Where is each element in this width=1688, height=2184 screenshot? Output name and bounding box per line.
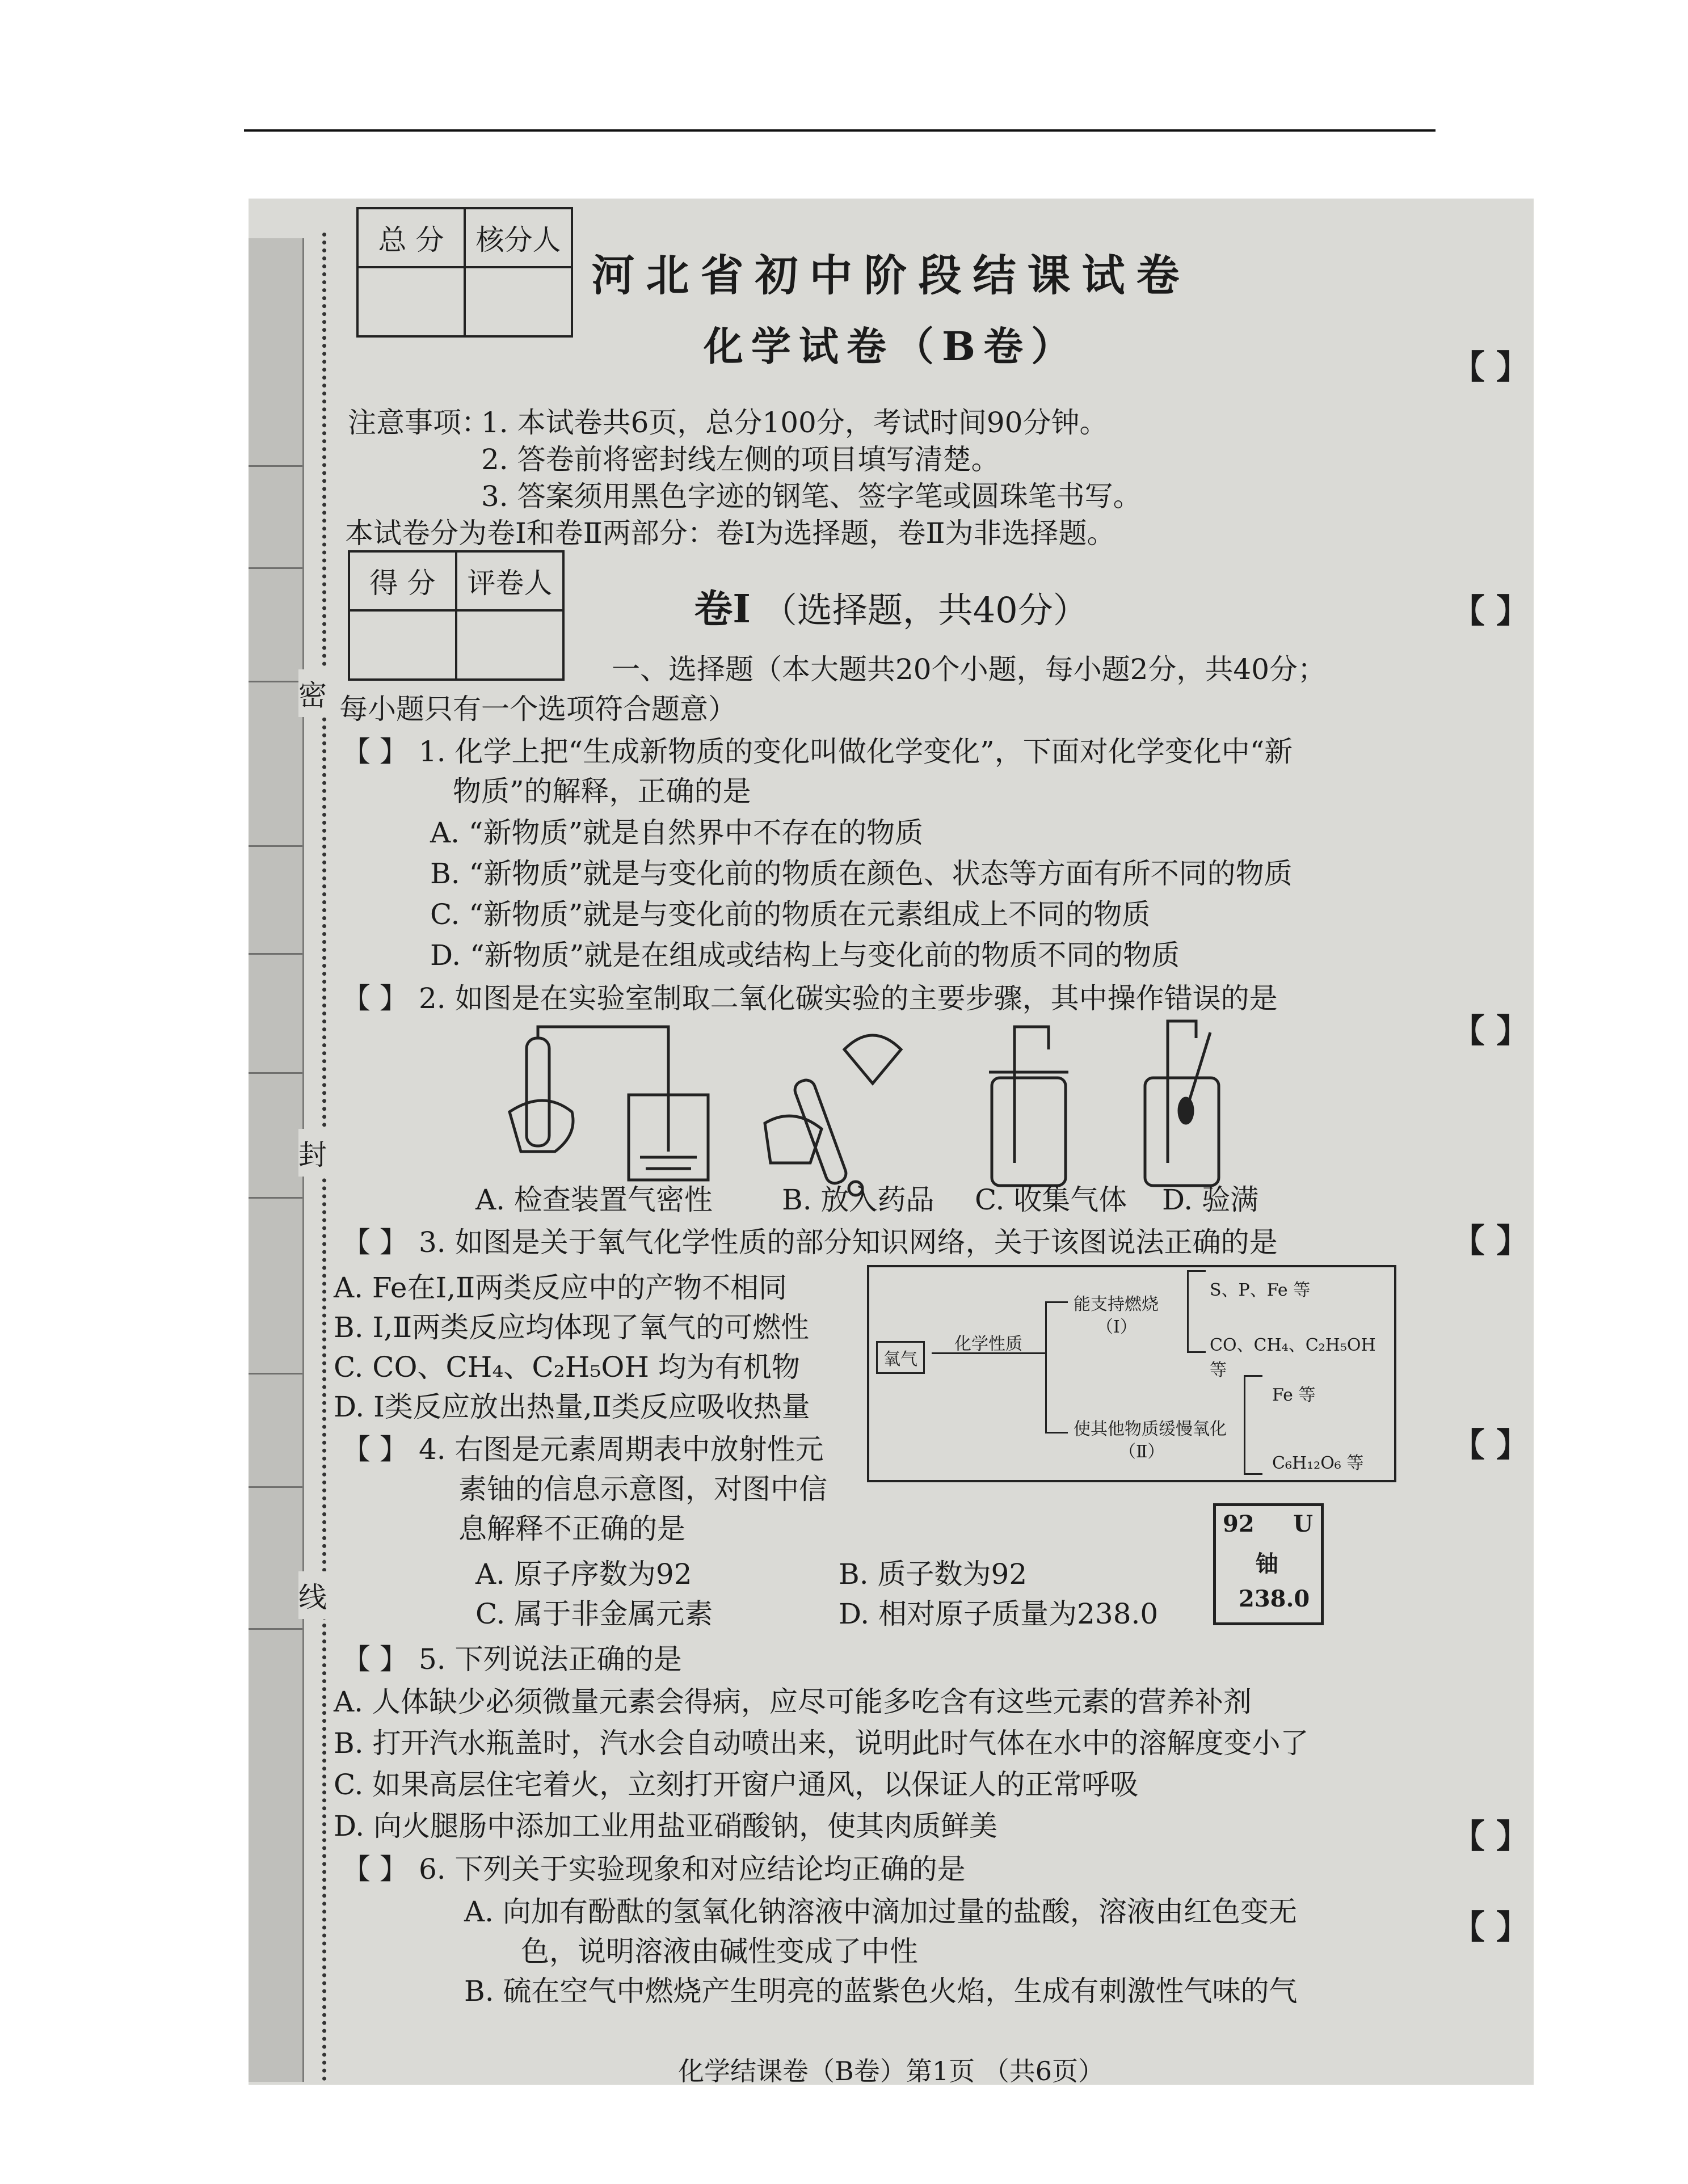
binding-strip <box>249 238 304 2082</box>
edge-bracket: 【 】 <box>1451 1011 1529 1050</box>
q6-option-a: A. 向加有酚酞的氢氧化钠溶液中滴加过量的盐酸，溶液由红色变无 <box>464 1895 1297 1928</box>
answer-bracket[interactable]: 【 】 <box>342 1226 408 1259</box>
score-label: 得 分 <box>349 551 456 610</box>
exam-subtitle: 化学试卷（B卷） <box>703 323 1079 370</box>
answer-bracket[interactable]: 【 】 <box>342 1643 408 1676</box>
test-tube-icon <box>527 1038 549 1146</box>
hand-icon <box>510 1101 573 1152</box>
answer-bracket[interactable]: 【 】 <box>342 735 408 768</box>
leaf-label: Fe 等 <box>1272 1385 1316 1405</box>
edge-bracket: 【 】 <box>1451 1221 1529 1260</box>
q4-stem-cont: 素铀的信息示意图，对图中信 <box>458 1473 827 1506</box>
section-desc: （选择题，共40分） <box>761 589 1088 631</box>
edge-bracket: 【 】 <box>1451 1817 1529 1856</box>
part1-heading: 一、选择题（本大题共20个小题，每小题2分，共40分； <box>612 653 1327 686</box>
branch1-num: （Ⅰ） <box>1096 1317 1137 1337</box>
q5-stem: 5. 下列说法正确的是 <box>419 1643 682 1676</box>
header-rule <box>244 129 1436 132</box>
note-item: 2. 答卷前将密封线左侧的项目填写清楚。 <box>481 443 1000 476</box>
q1-option: C. “新物质”就是与变化前的物质在元素组成上不同的物质 <box>430 898 1151 931</box>
answer-bracket[interactable]: 【 】 <box>342 1433 408 1466</box>
checker-label: 核分人 <box>465 208 572 267</box>
notes-label: 注意事项： <box>348 406 490 439</box>
q2-caption-d: D. 验满 <box>1162 1183 1259 1216</box>
q3-stem: 3. 如图是关于氧气化学性质的部分知识网络，关于该图说法正确的是 <box>419 1226 1278 1259</box>
burning-stick-icon <box>1188 1032 1210 1106</box>
exam-photo <box>249 199 1534 2085</box>
note-item: 1. 本试卷共6页，总分100分，考试时间90分钟。 <box>481 406 1108 439</box>
q5-option: C. 如果高层住宅着火，立刻打开窗户通风，以保证人的正常呼吸 <box>334 1768 1139 1801</box>
edge-bracket: 【 】 <box>1451 592 1529 630</box>
q1-option: B. “新物质”就是与变化前的物质在颜色、状态等方面有所不同的物质 <box>430 857 1293 890</box>
seal-char-mi: 密 <box>298 669 327 717</box>
q5-option: D. 向火腿肠中添加工业用盐亚硝酸钠，使其肉质鲜美 <box>334 1810 998 1843</box>
q2-caption-b: B. 放入药品 <box>782 1183 934 1216</box>
q6-option-a-cont: 色，说明溶液由碱性变成了中性 <box>521 1935 918 1968</box>
leaf-label: C₆H₁₂O₆ 等 <box>1272 1453 1364 1473</box>
q4-stem: 4. 右图是元素周期表中放射性元 <box>419 1433 824 1466</box>
q3-option: B. Ⅰ,Ⅱ两类反应均体现了氧气的可燃性 <box>334 1311 810 1344</box>
q6-option-b: B. 硫在空气中燃烧产生明亮的蓝紫色火焰，生成有刺激性气味的气 <box>464 1975 1298 2008</box>
edge-bracket: 【 】 <box>1451 1908 1529 1946</box>
gas-jar-icon <box>1145 1078 1219 1186</box>
q5-option: A. 人体缺少必须微量元素会得病，应尽可能多吃含有这些元素的营养补剂 <box>334 1685 1252 1718</box>
q1-stem: 1. 化学上把“生成新物质的变化叫做化学变化”，下面对化学变化中“新 <box>419 735 1293 768</box>
total-score-label: 总 分 <box>357 208 465 267</box>
q1-option: A. “新物质”就是自然界中不存在的物质 <box>430 816 924 849</box>
next-page-edge <box>1397 199 1534 2085</box>
answer-bracket[interactable]: 【 】 <box>342 1853 408 1886</box>
q1-stem-cont: 物质”的解释，正确的是 <box>453 775 751 808</box>
q1-option: D. “新物质”就是在组成或结构上与变化前的物质不同的物质 <box>430 939 1180 972</box>
q4-option: A. 原子序数为92 <box>475 1558 692 1591</box>
q4-option: B. 质子数为92 <box>839 1558 1028 1591</box>
q2-caption-a: A. 检查装置气密性 <box>475 1183 713 1216</box>
exam-title: 河北省初中阶段结课试卷 <box>591 250 1191 301</box>
q6-stem: 6. 下列关于实验现象和对应结论均正确的是 <box>419 1853 966 1886</box>
branch1-label: 能支持燃烧 <box>1074 1295 1159 1314</box>
q3-option: C. CO、CH₄、C₂H₅OH 均为有机物 <box>334 1351 800 1384</box>
q2-stem: 2. 如图是在实验室制取二氧化碳实验的主要步骤，其中操作错误的是 <box>419 982 1278 1015</box>
oxygen-node: 氧气 <box>876 1341 925 1374</box>
q4-stem-cont: 息解释不正确的是 <box>458 1512 685 1545</box>
gas-jar-icon <box>992 1078 1066 1186</box>
part1-heading-cont: 每小题只有一个选项符合题意） <box>339 693 736 726</box>
note-item: 3. 答案须用黑色字迹的钢笔、签字笔或圆珠笔书写。 <box>481 480 1142 513</box>
answer-bracket[interactable]: 【 】 <box>342 982 408 1015</box>
section-heading <box>249 579 1534 634</box>
atomic-mass: 238.0 <box>1239 1586 1310 1612</box>
atomic-number: 92 <box>1223 1511 1255 1537</box>
uranium-element-card <box>1213 1503 1324 1625</box>
q5-option: B. 打开汽水瓶盖时，汽水会自动喷出来，说明此时气体在水中的溶解度变小了 <box>334 1727 1309 1760</box>
q3-option: D. Ⅰ类反应放出热量,Ⅱ类反应吸收热量 <box>334 1390 810 1423</box>
branch2-num: （Ⅱ） <box>1119 1442 1165 1462</box>
leaf-label: S、P、Fe 等 <box>1210 1280 1311 1300</box>
q3-option: A. Fe在Ⅰ,Ⅱ两类反应中的产物不相同 <box>334 1271 788 1304</box>
q2-caption-c: C. 收集气体 <box>975 1183 1127 1216</box>
page-footer: 化学结课卷（B卷）第1页 （共6页） <box>678 2056 1104 2085</box>
edge-bracket: 【 】 <box>1451 1426 1529 1464</box>
edge-bracket: 【 】 <box>1451 348 1529 386</box>
branch2-label: 使其他物质缓慢氧化 <box>1074 1419 1227 1439</box>
element-symbol: U <box>1293 1511 1313 1537</box>
grader-label: 评卷人 <box>456 551 563 610</box>
seal-char-xian: 线 <box>298 1571 327 1619</box>
reagent-bottle-icon <box>844 1035 901 1083</box>
seal-char-feng: 封 <box>298 1129 327 1177</box>
q4-option: C. 属于非金属元素 <box>475 1597 713 1630</box>
section-title: 卷Ⅰ <box>694 587 751 632</box>
q2-apparatus-figure <box>492 1015 1378 1203</box>
notes-intro: 本试卷分为卷Ⅰ和卷Ⅱ两部分：卷Ⅰ为选择题，卷Ⅱ为非选择题。 <box>345 517 1115 550</box>
property-label: 化学性质 <box>954 1334 1022 1354</box>
oxygen-knowledge-network <box>867 1265 1396 1482</box>
q4-option: D. 相对原子质量为238.0 <box>839 1597 1159 1630</box>
element-name: 铀 <box>1256 1550 1278 1577</box>
leaf-label: CO、CH₄、C₂H₅OH 等 <box>1210 1335 1376 1380</box>
